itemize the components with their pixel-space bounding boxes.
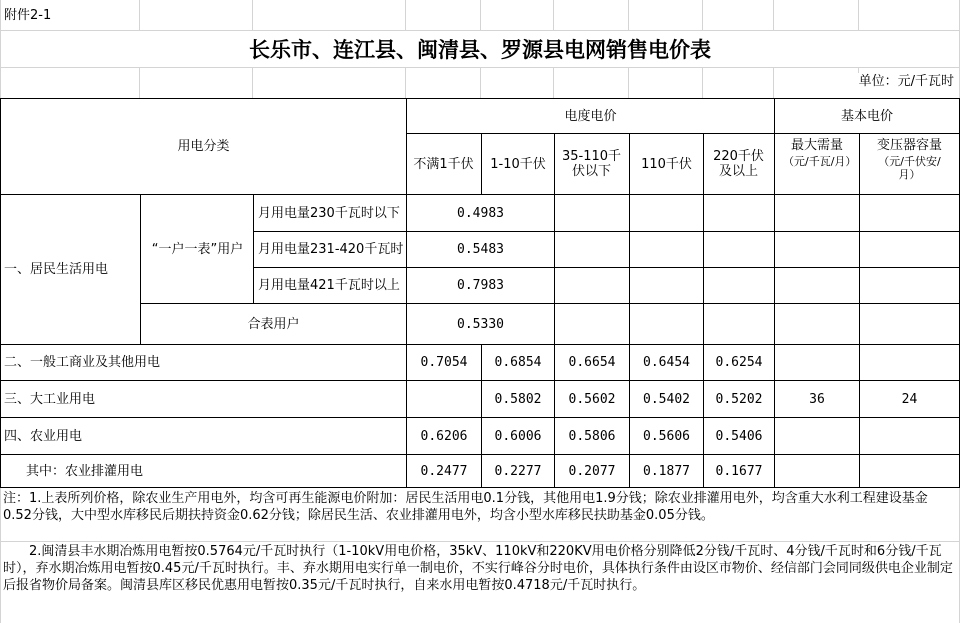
attachment-label: 附件2-1 [4,8,52,23]
cell-general-35-110kv: 0.6654 [568,355,616,370]
row-label-one-household: “一户一表”用户 [151,241,244,257]
cell-agri-220kv: 0.5406 [715,428,763,444]
page-title: 长乐市、连江县、闽清县、罗源县电网销售电价表 [249,38,711,62]
cell-large-max-demand: 36 [809,391,825,407]
row-label-general: 二、一般工商业及其他用电 [4,355,161,370]
cell-agri-1-10kv: 0.6006 [494,428,542,444]
cell-irrigation-1-10kv: 0.2277 [494,463,542,479]
cell-agri-110kv: 0.5606 [643,428,690,444]
row-label-agriculture: 四、农业用电 [4,428,83,444]
col-header-110kv: 110千伏 [641,156,692,172]
row-label-irrigation: 其中：农业排灌用电 [26,463,144,479]
cell-large-35-110kv: 0.5602 [568,391,616,407]
cell-tier3-price: 0.7983 [457,278,504,293]
header-category: 用电分类 [177,139,230,154]
col-header-220kv: 220千伏及以上 [713,149,764,179]
col-header-transformer: 变压器容量 [876,138,942,153]
cell-large-220kv: 0.5202 [715,391,763,407]
row-label-shared-meter: 合表用户 [247,316,300,332]
col-header-1-10kv: 1-10千伏 [490,156,546,172]
cell-large-lt1kv [407,381,481,417]
col-header-35-110kv: 35-110千伏以下 [561,149,622,179]
cell-irrigation-lt1kv: 0.2477 [420,463,468,479]
row-label-residential: 一、居民生活用电 [4,262,109,277]
col-header-lt1kv: 不满1千伏 [413,156,474,172]
cell-general-110kv: 0.6454 [643,355,690,370]
cell-tier2-price: 0.5483 [457,242,504,257]
col-header-max-demand-unit: （元/千瓦/月） [783,155,857,168]
cell-shared-price: 0.5330 [457,316,504,332]
unit-label: 单位：元/千瓦时 [858,74,954,89]
cell-large-1-10kv: 0.5802 [494,391,542,407]
row-label-tier3: 月用电量421千瓦时以上 [258,278,400,293]
cell-general-lt1kv: 0.7054 [420,355,468,370]
cell-irrigation-110kv: 0.1877 [643,463,690,479]
cell-general-1-10kv: 0.6854 [494,355,542,370]
cell-large-transformer: 24 [901,391,918,407]
cell-agri-lt1kv: 0.6206 [420,428,468,444]
row-label-large-industry: 三、大工业用电 [4,391,96,407]
row-label-tier1: 月用电量230千瓦时以下 [258,205,400,221]
cell-agri-35-110kv: 0.5806 [568,428,616,444]
col-header-transformer-unit: （元/千伏安/月） [878,155,941,181]
cell-general-220kv: 0.6254 [715,355,763,370]
note-1: 注：1.上表所列价格，除农业生产用电外，均含可再生能源电价附加：居民生活用电0.1分钱，其他用电1.9分钱；除农业排灌用电外，均含重大水利工程建设基金0.52分钱，大中型水库移民后期扶持资金0.62分钱；除居民生活、农业排灌用电外，均含小型水库移民扶助基金0.05分钱。 [3,491,928,523]
col-header-max-demand: 最大需量 [790,138,843,153]
row-label-tier2: 月用电量231-420千瓦时 [258,242,404,257]
header-basic-price: 基本电价 [840,108,893,124]
note-2: 2.闽清县丰水期冶炼用电暂按0.5764元/千瓦时执行（1-10kV用电价格，35kV、110kV和220KV用电价格分别降低2分钱/千瓦时、4分钱/千瓦时和6分钱/千瓦时），弃水期冶炼用电暂按0.45元/千瓦时执行。丰、弃水期用电实行单一制电价，不实行峰谷分时电价，具体执行条件由设区市物价、经信部门会同同级供电企业制定后报省物价局备案。闽清县库区移民优惠用电暂按0.35元/千瓦时执行，自来水用电暂按0.4718元/千瓦时执行。 [3,544,953,593]
header-energy-price: 电度电价 [564,108,617,124]
cell-irrigation-220kv: 0.1677 [715,463,763,479]
cell-tier1-price: 0.4983 [457,205,504,221]
cell-large-110kv: 0.5402 [643,391,690,407]
cell-irrigation-35-110kv: 0.2077 [568,463,616,479]
